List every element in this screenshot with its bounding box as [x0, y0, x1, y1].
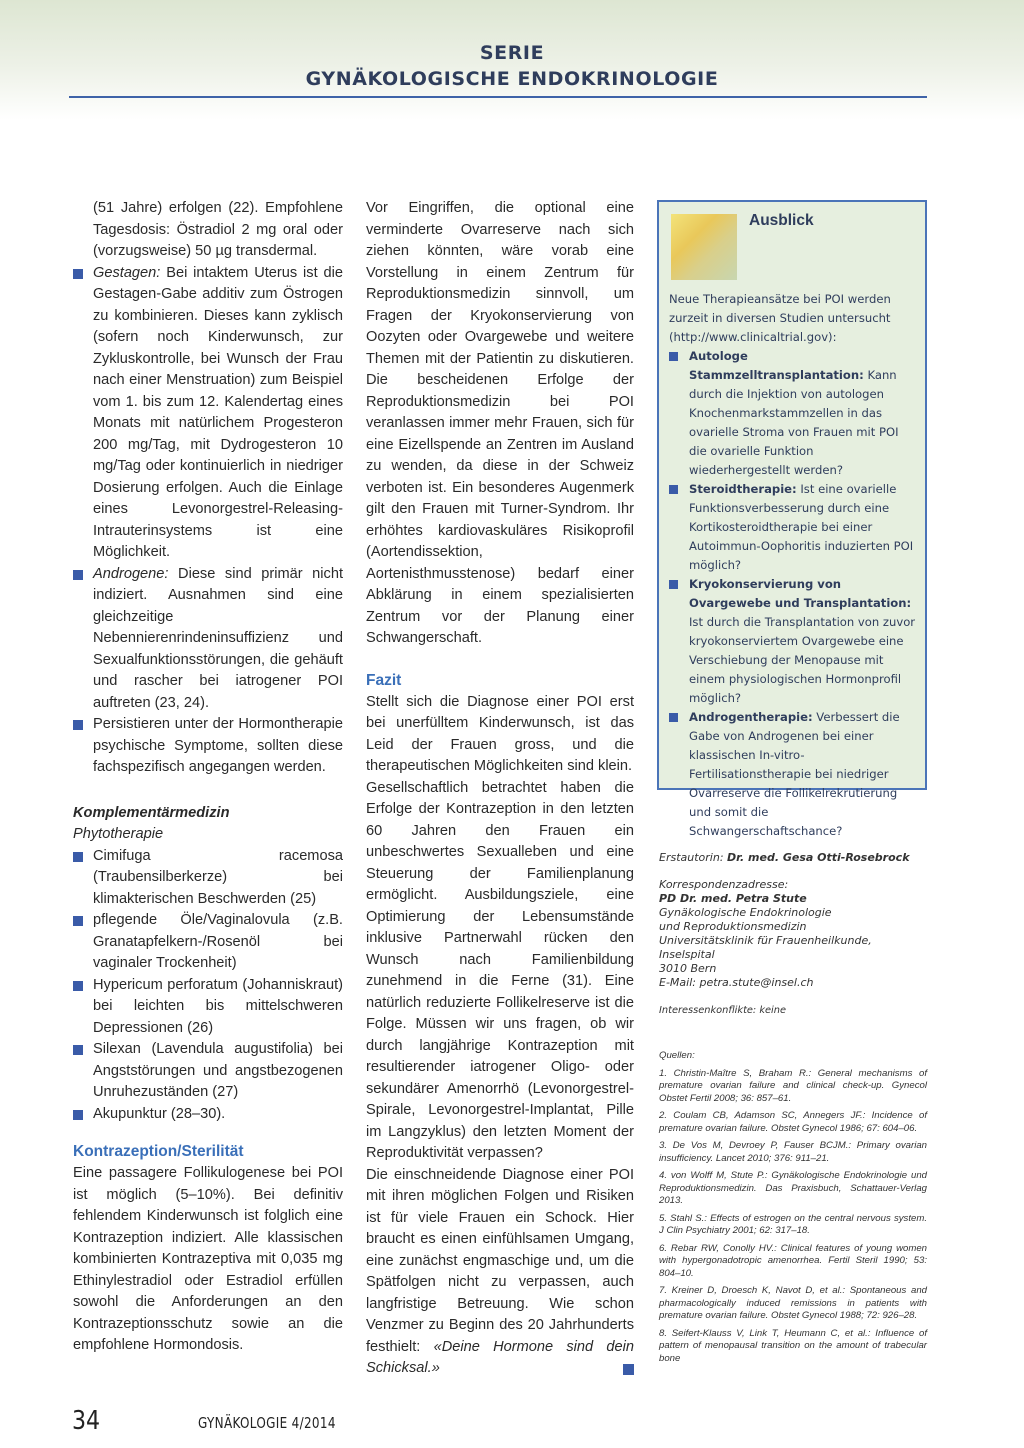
fazit-paragraph-1: Stellt sich die Diagnose einer POI erst bei unerfülltem Kinderwunsch, ist das Leid der Frauen gross, und die therapeutischen Möglichkeiten sind klein. [366, 693, 634, 774]
series-label: SERIE [479, 42, 545, 64]
phyto-item-text: pflegende Öle/Vaginalovula (z.B. Granatapfelkern-/Rosenöl bei vaginaler Trockenheit) [93, 912, 343, 971]
correspondence-label: Korrespondenzadresse: [659, 878, 789, 891]
correspondence-line: 3010 Bern [659, 962, 717, 975]
correspondence-name: PD Dr. med. Petra Stute [659, 892, 807, 905]
bullet-square-icon [73, 916, 83, 926]
intro-paragraph: (51 Jahre) erfolgen (22). Empfohlene Tagesdosis: Östradiol 2 mg oral oder (vorzugsweise) 50 µg transdermal. [93, 200, 343, 259]
references [659, 1050, 927, 1365]
correspondence-line: und Reproduktionsmedizin [659, 920, 807, 933]
reference-item: 1. Christin-Maître S, Braham R.: General mechanisms of premature ovarian failure and clinical check-up. Gynecol Obstet Fertil 2008; 36: 857–61. [659, 1067, 927, 1104]
ausblick-list [669, 347, 917, 841]
kontrazeption-paragraph: Eine passagere Follikulogenese bei POI ist möglich (5–10%). Bei definitiv fehlendem Kinderwunsch ist folglich eine Kontrazeption indiziert. Alle klassischen kombinierten Kontrazeptiva mit 0,035 mg Ethinylestradiol oder Estradiol erfüllen sowohl die Anforderungen an den Kontrazeptionsschutz sowie an die empfohlene Hormondosis. [73, 1165, 343, 1353]
correspondence-lines [659, 906, 929, 990]
bullet-square-icon [73, 852, 83, 862]
conflicts-note: Interessenkonflikte: keine [659, 1005, 787, 1016]
bullet-square-icon [73, 570, 83, 580]
androgene-item [73, 564, 343, 715]
fazit-paragraph-3 [366, 1165, 634, 1380]
ausblick-item-label: Autologe Stammzelltransplantation: [689, 349, 864, 382]
ausblick-item [669, 708, 917, 841]
references-label: Quellen: [659, 1050, 695, 1061]
journal-issue: GYNÄKOLOGIE 4/2014 [198, 1414, 336, 1432]
phyto-item [73, 1039, 343, 1104]
phyto-item-text: Akupunktur (28–30). [93, 1105, 226, 1122]
ausblick-item-label: Kryokonservierung von Ovargewebe und Transplantation: [689, 577, 912, 610]
author-line [659, 851, 929, 865]
komplementaer-heading: Komplementärmedizin [73, 804, 230, 821]
ausblick-title: Ausblick [749, 212, 814, 229]
ausblick-item [669, 575, 917, 708]
preservation-paragraph: Vor Eingriffen, die optional eine verminderte Ovarreserve nach sich ziehen könnten, wäre vorab eine Vorstellung in einem Zentrum für Reproduktionsmedizin sinnvoll, um Fragen der Kryokonservierung von Oozyten oder Ovargewebe und weitere Themen mit der Patientin zu diskutieren. Die bescheidenen Erfolge der Reproduktionsmedizin bei POI veranlassen immer mehr Frauen, sich für eine Eizellspende an Zentren im Ausland zu wenden, da diese in der Schweiz verboten ist. Ein besonderes Augenmerk gilt den Frauen mit Turner-Syndrom. Ihr erhöhtes kardiovaskuläres Risikoprofil (Aortendissektion, Aortenisthmusstenose) bedarf einer Abklärung in einem spezialisierten Zentrum vor der Planung einer Schwangerschaft. [366, 200, 634, 646]
closing-quote: «Deine Hormone sind dein Schicksal.» [366, 1338, 635, 1376]
middle-column [366, 198, 634, 1380]
ausblick-item-text: Ist eine ovarielle Funktionsverbesserung durch eine Kortikosteroidtherapie bei einer Autoimmun-Oophoritis induzierten POI möglich? [689, 482, 914, 572]
ausblick-item-text: Kann durch die Injektion von autologen Knochenmarkstammzellen in das ovarielle Stroma von Frauen mit POI die ovarielle Funktion wiederhergestellt werden? [689, 368, 899, 477]
end-mark-icon [623, 1364, 634, 1375]
ausblick-item [669, 347, 917, 480]
bullet-square-icon [669, 352, 678, 361]
phyto-item [73, 910, 343, 975]
ausblick-item [669, 480, 917, 575]
bullet-square-icon [669, 580, 678, 589]
reference-item: 8. Seifert-Klauss V, Link T, Heumann C, et al.: Influence of pattern of menopausal transition on the amount of trabecular bone [659, 1327, 927, 1364]
ausblick-intro: Neue Therapieansätze bei POI werden zurzeit in diversen Studien untersucht (http://www.clinicaltrial.gov): [669, 292, 891, 344]
reference-item: 5. Stahl S.: Effects of estrogen on the central nervous system. J Clin Psychiatry 2001; 62: 317–18. [659, 1212, 927, 1236]
bullet-square-icon [73, 720, 83, 730]
androgene-label: Androgene: [93, 565, 169, 582]
phyto-item [73, 1104, 343, 1126]
phyto-item-text: Hypericum perforatum (Johanniskraut) bei leichten bis mittelschweren Depressionen (26) [93, 976, 343, 1036]
left-column [73, 198, 343, 1357]
reference-item: 2. Coulam CB, Adamson SC, Annegers JF.: Incidence of premature ovarian failure. Obstet Gynecol 1986; 67: 604–06. [659, 1110, 927, 1134]
author-name: Dr. med. Gesa Otti-Rosebrock [727, 851, 910, 864]
correspondence-line: E-Mail: petra.stute@insel.ch [659, 976, 814, 989]
fazit-heading: Fazit [366, 671, 402, 689]
ausblick-image [671, 214, 737, 280]
correspondence-line: Universitätsklinik für Frauenheilkunde, Inselspital [659, 934, 872, 961]
reference-item: 3. De Vos M, Devroey P, Fauser BCJM.: Primary ovarian insufficiency. Lancet 2010; 376: 911–21. [659, 1140, 927, 1164]
ausblick-item-text: Verbessert die Gabe von Androgenen bei einer klassischen In-vitro-Fertilisationstherapie bei niedriger Ovarreserve die Follikelrekrutierung und somit die Schwangerschaftschance? [689, 710, 900, 838]
fazit-paragraph-2: Gesellschaftlich betrachtet haben die Erfolge der Kontrazeption in den letzten 60 Jahren den Frauen ein unbeschwertes Sexualleben und eine Steuerung der Familienplanung ermöglicht. Ausbildungsziele, eine Optimierung der Lebensumstände inklusive Partnerwahl rücken den Wunsch nach Familienbildung zunehmend in die Ferne (31). Eine natürlich reduzierte Follikelreserve ist die Folge. Müssen wir uns fragen, ob wir durch langjährige Kontrazeption mit resultierender iatrogener Oligo- oder sekundärer Amenorrhö (Levonorgestrel-Spirale, Levonorgestrel-Implantat, Pille im Langzyklus) den letzten Moment der Reproduktivität verpassen? [366, 779, 634, 1161]
bullet-square-icon [73, 269, 83, 279]
ausblick-item-label: Androgentherapie: [689, 710, 813, 724]
series-topic: GYNÄKOLOGISCHE ENDOKRINOLOGIE [305, 68, 719, 90]
fazit-text-3: Die einschneidende Diagnose einer POI mit ihren möglichen Folgen und Risiken ist für viele Frauen ein Schock. Hier braucht es einen einfühlsamen Umgang, eine zunächst engmaschige und, um die Spätfolgen nicht zu verpassen, auch langfristige Betreuung. Wie schon Venzmer zu Beginn des 20 Jahrhunderts festhielt: [366, 1166, 634, 1355]
ausblick-box [657, 200, 927, 838]
gestagen-text: Bei intaktem Uterus ist die Gestagen-Gabe additiv zum Östrogen zu kombinieren. Dieses kann zyklisch (sofern noch Kinderwunsch, zur Zykluskontrolle, bei Wunsch der Frau nach einer Menstruation) zum Beispiel vom 1. bis zum 12. Kalendertag eines Monats mit natürlichem Progesteron 200 mg/Tag, mit Dydrogesteron 10 mg/Tag oder kontinuierlich in niedriger Dosierung erfolgen. Auch die Einlage eines Levonorgestrel-Releasing-Intrauterinsystems ist eine Möglichkeit. [93, 264, 343, 560]
gestagen-item [73, 263, 343, 564]
correspondence-block [659, 878, 929, 990]
author-label: Erstautorin: [659, 851, 728, 864]
reference-list [659, 1068, 927, 1366]
psych-text: Persistieren unter der Hormontherapie psychische Symptome, sollten diese fachspezifisch angegangen werden. [93, 716, 343, 775]
reference-item: 4. von Wolff M, Stute P.: Gynäkologische Endokrinologie und Reproduktionsmedizin. Das Praxisbuch, Schattauer-Verlag 2013. [659, 1170, 927, 1206]
header-rule [69, 96, 927, 98]
psych-item [73, 714, 343, 779]
kontrazeption-heading: Kontrazeption/Sterilität [73, 1143, 244, 1160]
ausblick-body [669, 290, 917, 841]
ausblick-item-label: Steroidtherapie: [689, 482, 797, 496]
bullet-square-icon [73, 981, 83, 991]
phyto-item [73, 975, 343, 1040]
bullet-square-icon [669, 485, 678, 494]
phyto-item [73, 846, 343, 911]
bullet-square-icon [73, 1110, 83, 1120]
page-number: 34 [72, 1406, 101, 1436]
reference-item: 7. Kreiner D, Droesch K, Navot D, et al.: Spontaneous and pharmacologically induced remissions in patients with premature ovarian failure. Obstet Gynecol 1988; 72: 926–28. [659, 1285, 927, 1321]
phyto-item-text: Silexan (Lavendula augustifolia) bei Angststörungen und angstbezogenen Unruhezuständen (27) [93, 1041, 343, 1100]
reference-item: 6. Rebar RW, Conolly HV.: Clinical features of young women with hypergonadotropic amenorrhea. Fertil Steril 1990; 53: 804–10. [659, 1242, 927, 1279]
bullet-square-icon [73, 1045, 83, 1055]
bullet-square-icon [669, 713, 678, 722]
gestagen-label: Gestagen: [93, 264, 161, 281]
phyto-item-text: Cimifuga racemosa (Traubensilberkerze) bei klimakterischen Beschwerden (25) [93, 847, 343, 907]
androgene-text: Diese sind primär nicht indiziert. Ausnahmen sind eine gleichzeitige Nebennierenrindeninsuffizienz und Sexualfunktionsstörungen, die gehäuft und rascher bei iatrogener POI auftreten (23, 24). [93, 565, 343, 711]
ausblick-item-text: Ist durch die Transplantation von zuvor kryokonserviertem Ovargewebe eine Verschiebung der Menopause mit einem physiologischen Hormonprofil möglich? [689, 615, 916, 705]
phyto-list [73, 846, 343, 1126]
correspondence-line: Gynäkologische Endokrinologie [659, 906, 832, 919]
phyto-heading: Phytotherapie [73, 826, 164, 842]
